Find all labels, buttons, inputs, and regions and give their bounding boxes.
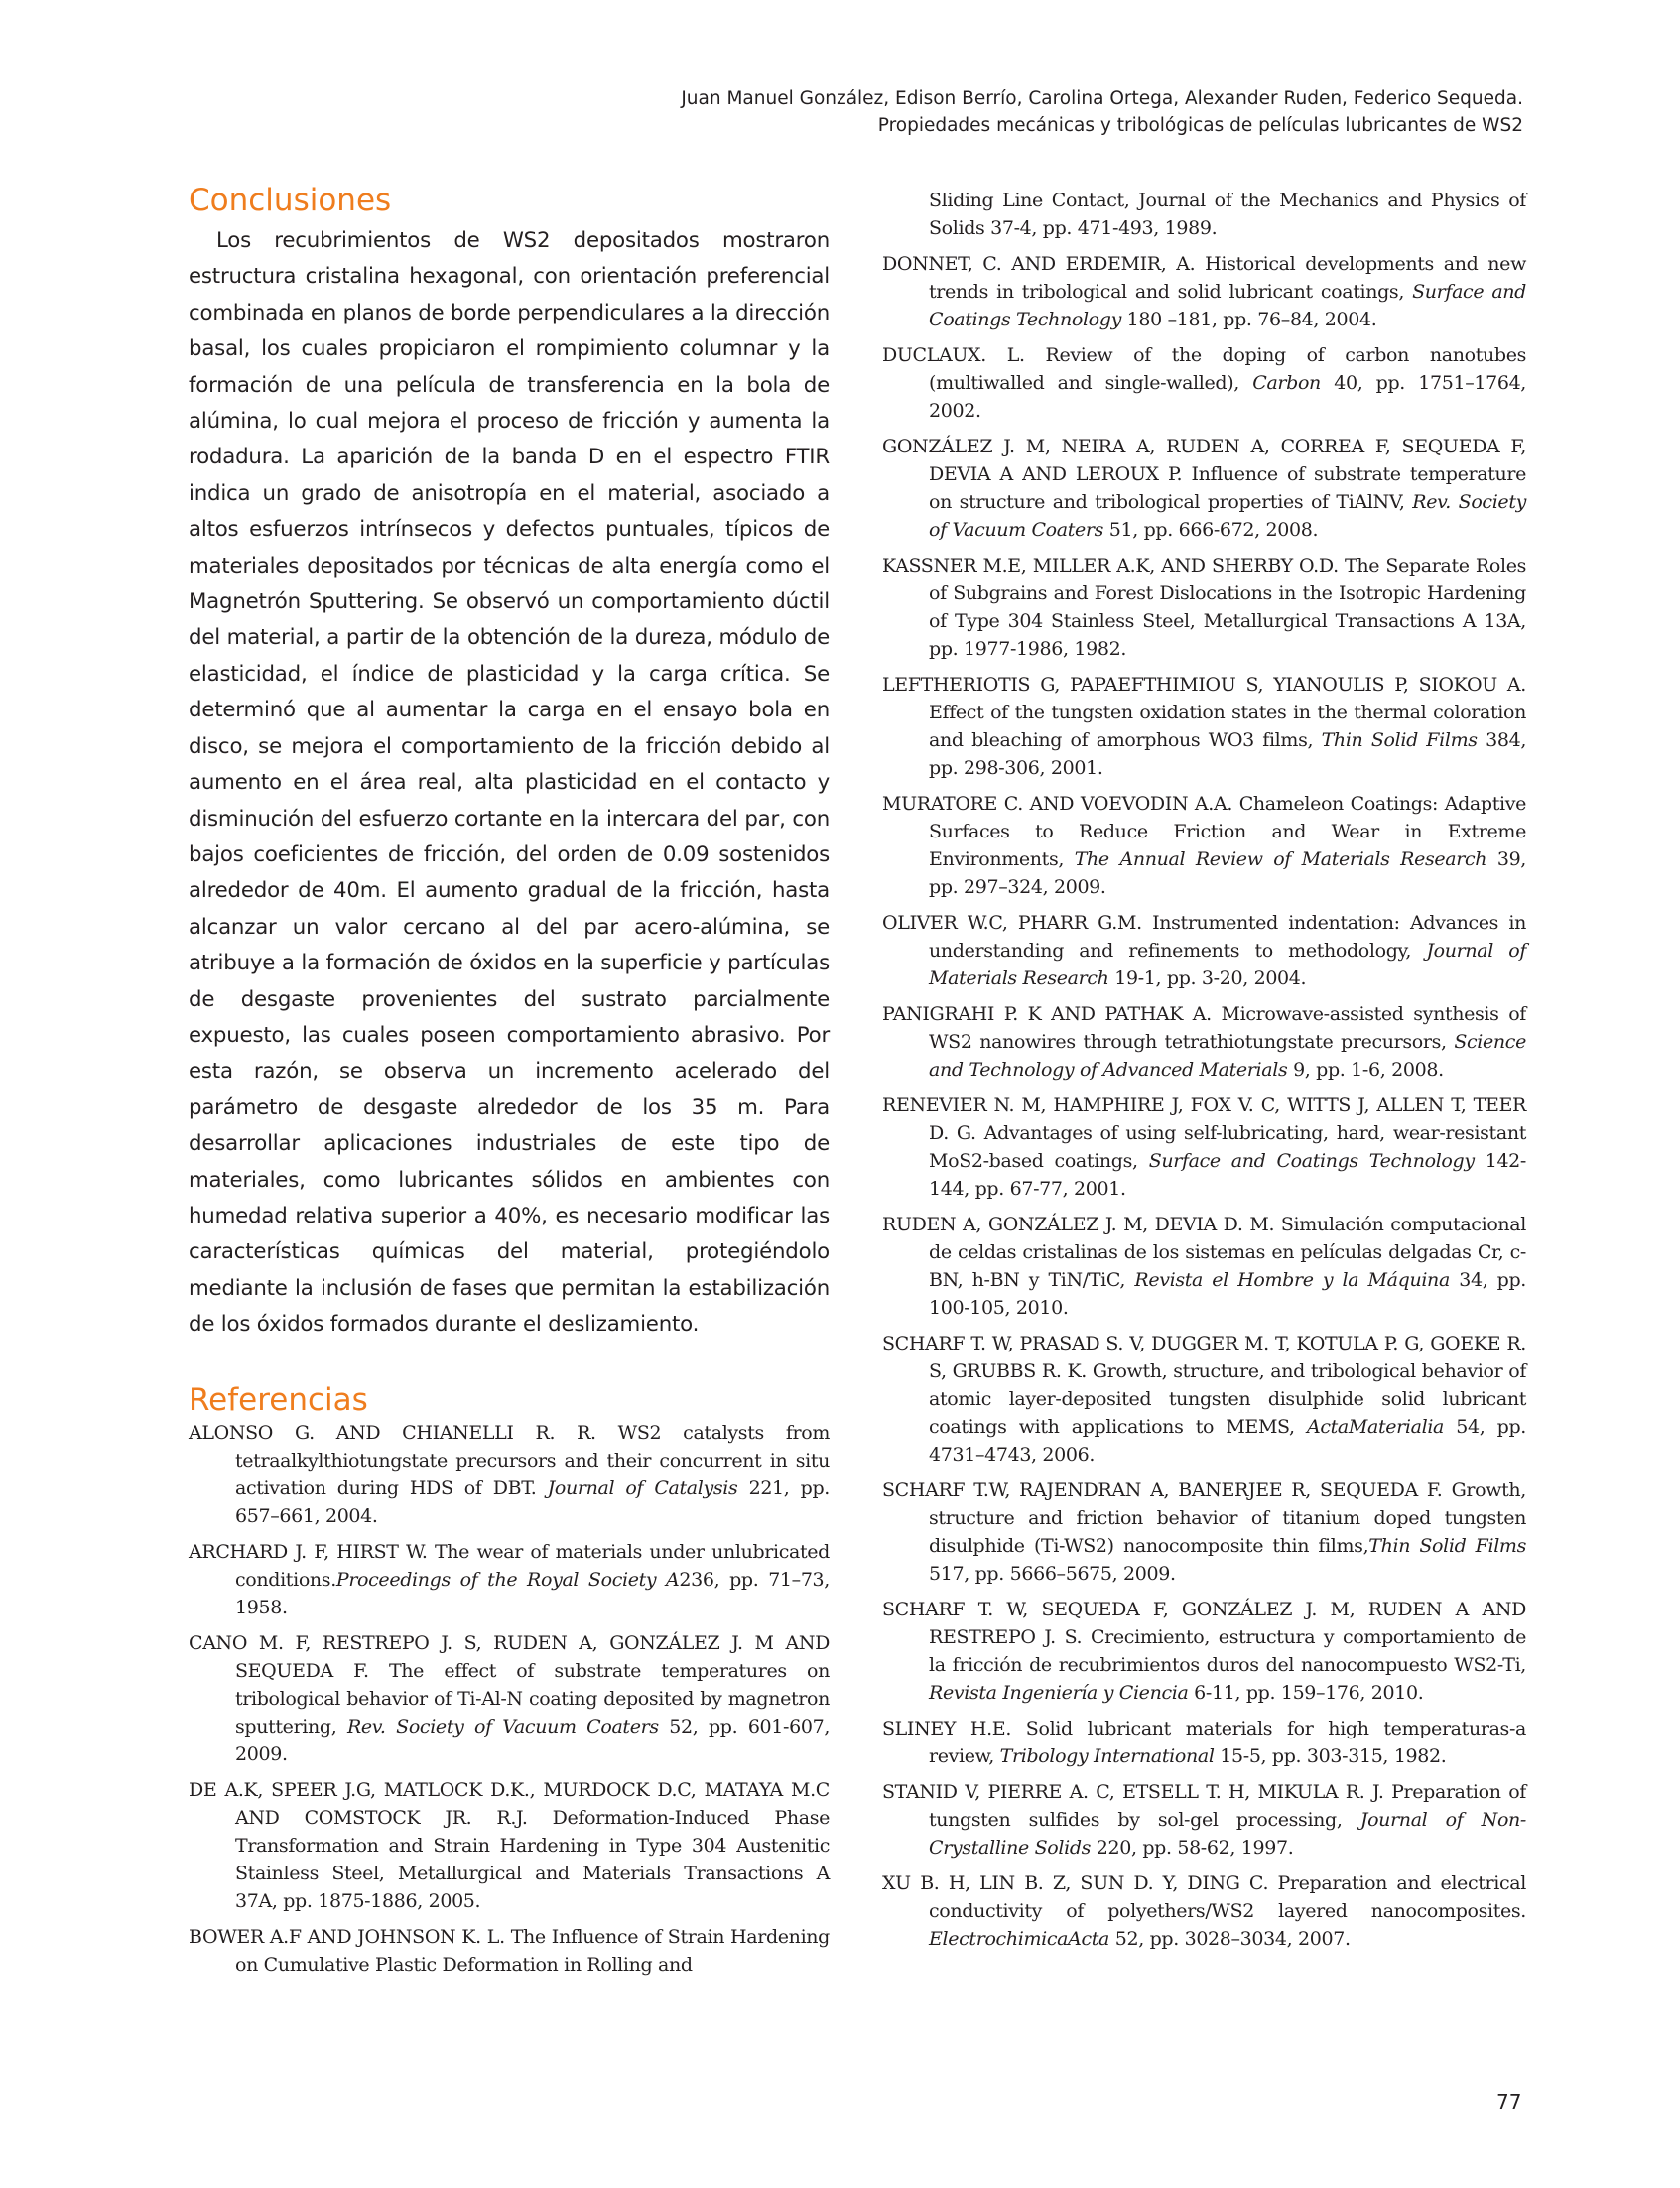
reference-journal: Surface and Coatings Technology (929, 281, 1526, 330)
reference-text: XU B. H, LIN B. Z, SUN D. Y, DING C. Preparation and electrical conductivity of polyethers/WS2 layered nanocomposites. (882, 1872, 1526, 1922)
reference-journal: Rev. Society of Vacuum Coaters (929, 491, 1526, 541)
left-column (189, 182, 830, 1987)
reference-details: 51, pp. 666-672, 2008. (1103, 519, 1319, 541)
reference-details: 19-1, pp. 3-20, 2004. (1108, 967, 1307, 989)
reference-journal: Journal of Materials Research (929, 940, 1527, 989)
reference-text: STANID V, PIERRE A. C, ETSELL T. H, MIKULA R. J. Preparation of tungsten sulfides by sol-gel processing, (882, 1781, 1526, 1831)
reference-entry (882, 250, 1526, 333)
reference-entry (189, 1629, 830, 1768)
reference-list-left (189, 1419, 830, 1979)
reference-entry (882, 433, 1526, 544)
reference-journal: Revista el Hombre y la Máquina (1134, 1269, 1450, 1291)
reference-journal: Science and Technology of Advanced Materials (929, 1031, 1526, 1081)
reference-text: ARCHARD J. F, HIRST W. The wear of materials under unlubricated conditions. (189, 1540, 830, 1591)
reference-entry (882, 909, 1526, 992)
reference-entry (189, 1419, 830, 1530)
reference-text: PANIGRAHI P. K AND PATHAK A. Microwave-assisted synthesis of WS2 nanowires through tetrathiotungstate precursors, (882, 1003, 1526, 1053)
reference-text: RENEVIER N. M, HAMPHIRE J, FOX V. C, WITTS J, ALLEN T, TEER D. G. Advantages of using self-lubricating, hard, wear-resistant MoS2-based coatings, (882, 1094, 1526, 1172)
reference-text: DONNET, C. AND ERDEMIR, A. Historical developments and new trends in tribological and solid lubricant coatings, (882, 253, 1526, 303)
reference-text: GONZÁLEZ J. M, NEIRA A, RUDEN A, CORREA F, SEQUEDA F, DEVIA A AND LEROUX P. Influence of substrate temperature on structure and tribological properties of TiAlNV, (882, 436, 1526, 513)
reference-details: 220, pp. 58-62, 1997. (1091, 1837, 1294, 1859)
reference-journal: ActaMaterialia (1306, 1416, 1445, 1438)
reference-journal: Thin Solid Films (1368, 1535, 1526, 1557)
reference-entry (882, 1330, 1526, 1469)
reference-text: CANO M. F, RESTREPO J. S, RUDEN A, GONZÁLEZ J. M AND SEQUEDA F. The effect of substrate temperatures on tribological behavior of Ti-Al-N coating deposited by magnetron sputtering, (189, 1631, 830, 1738)
reference-journal: Proceedings of the Royal Society A (335, 1568, 680, 1591)
reference-text: SCHARF T.W, RAJENDRAN A, BANERJEE R, SEQUEDA F. Growth, structure and friction behavior of titanium doped tungsten disulphide (Ti-WS2) nanocomposite thin films, (882, 1480, 1526, 1557)
reference-details: 517, pp. 5666–5675, 2009. (929, 1563, 1176, 1585)
reference-entry (882, 1211, 1526, 1322)
reference-details: 221, pp. 657–661, 2004. (235, 1477, 830, 1527)
conclusions-heading: Conclusiones (189, 183, 392, 218)
reference-journal: Rev. Society of Vacuum Coaters (346, 1715, 659, 1738)
reference-journal: Surface and Coatings Technology (1148, 1150, 1475, 1172)
reference-entry (882, 1092, 1526, 1203)
reference-text: DUCLAUX. L. Review of the doping of carbon nanotubes (multiwalled and single-walled), (882, 344, 1526, 394)
reference-entry (882, 671, 1526, 782)
reference-details: 180 –181, pp. 76–84, 2004. (1120, 309, 1377, 330)
reference-journal: Tribology International (999, 1745, 1215, 1767)
reference-text: SLINEY H.E. Solid lubricant materials for high temperaturas-a review, (882, 1718, 1526, 1767)
reference-entry (882, 1869, 1526, 1953)
reference-entry (882, 1596, 1526, 1707)
reference-details: 6-11, pp. 159–176, 2010. (1188, 1682, 1424, 1704)
reference-journal: Revista Ingeniería y Ciencia (929, 1682, 1189, 1704)
references-heading: Referencias (189, 1381, 368, 1418)
running-head (681, 85, 1523, 139)
reference-details: 52, pp. 3028–3034, 2007. (1109, 1928, 1351, 1950)
reference-text: RUDEN A, GONZÁLEZ J. M, DEVIA D. M. Simulación computacional de celdas cristalinas de los sistemas en películas delgadas Cr, c-BN, h-BN y TiN/TiC, (882, 1214, 1526, 1291)
reference-text: SCHARF T. W, PRASAD S. V, DUGGER M. T, KOTULA P. G, GOEKE R. S, GRUBBS R. K. Growth, structure, and tribological behavior of atomic layer-deposited tungsten disulphide solid lubricant coatings with applications to MEMS, (882, 1333, 1526, 1438)
reference-details: 236, pp. 71–73, 1958. (235, 1568, 830, 1618)
reference-entry (189, 1538, 830, 1621)
reference-text: BOWER A.F AND JOHNSON K. L. The Influence of Strain Hardening on Cumulative Plastic Deformation in Rolling and (189, 1925, 830, 1976)
reference-text: KASSNER M.E, MILLER A.K, AND SHERBY O.D. The Separate Roles of Subgrains and Forest Dislocations in the Isotropic Hardening of Type 304 Stainless Steel, Metallurgical Transactions A 13A, pp. 1977-1986, 1982. (882, 555, 1526, 660)
reference-continuation: Sliding Line Contact, Journal of the Mechanics and Physics of Solids 37-4, pp. 471-493, 1989. (929, 190, 1526, 239)
reference-details: 40, pp. 1751–1764, 2002. (929, 372, 1526, 422)
right-column (882, 187, 1526, 1961)
reference-details: 54, pp. 4731–4743, 2006. (929, 1416, 1526, 1466)
reference-journal: The Annual Review of Materials Research (1074, 848, 1487, 870)
reference-entry (882, 552, 1526, 663)
reference-text: SCHARF T. W, SEQUEDA F, GONZÁLEZ J. M, RUDEN A AND RESTREPO J. S. Crecimiento, estructura y comportamiento de la fricción de recubrimientos duros del nanocompuesto WS2-Ti, (882, 1599, 1526, 1676)
reference-text: DE A.K, SPEER J.G, MATLOCK D.K., MURDOCK D.C, MATAYA M.C AND COMSTOCK JR. R.J. Deformation-Induced Phase Transformation and Strain Hardening in Type 304 Austenitic Stainless Steel, Metallurgical and Materials Transactions A 37A, pp. 1875-1886, 2005. (189, 1778, 830, 1912)
reference-list-right (882, 250, 1526, 1953)
header-title: Propiedades mecánicas y tribológicas de películas lubricantes de WS2 (877, 115, 1523, 136)
reference-entry (882, 1715, 1526, 1770)
reference-journal: Journal of Catalysis (547, 1477, 738, 1499)
reference-details: 15-5, pp. 303-315, 1982. (1214, 1745, 1447, 1767)
reference-entry (882, 790, 1526, 901)
reference-details: 142-144, pp. 67-77, 2001. (929, 1150, 1526, 1200)
reference-details: 384, pp. 298-306, 2001. (929, 729, 1527, 779)
reference-text: ALONSO G. AND CHIANELLI R. R. WS2 catalysts from tetraalkylthiotungstate precursors and their concurrent in situ activation during HDS of DBT. (189, 1421, 830, 1499)
reference-details: 34, pp. 100-105, 2010. (929, 1269, 1526, 1319)
reference-entry (189, 1923, 830, 1979)
page-number: 77 (1496, 2090, 1522, 2114)
reference-journal: Carbon (1252, 372, 1321, 394)
reference-text: OLIVER W.C, PHARR G.M. Instrumented indentation: Advances in understanding and refinements to methodology, (882, 912, 1526, 962)
reference-entry (882, 341, 1526, 425)
reference-journal: Journal of Non-Crystalline Solids (929, 1809, 1527, 1859)
reference-entry (882, 1477, 1526, 1588)
reference-entry (882, 1000, 1526, 1084)
reference-text: MURATORE C. AND VOEVODIN A.A. Chameleon Coatings: Adaptive Surfaces to Reduce Friction and Wear in Extreme Environments, (882, 793, 1526, 870)
reference-entry (189, 1776, 830, 1915)
reference-journal: Thin Solid Films (1321, 729, 1478, 751)
reference-entry (882, 1778, 1526, 1862)
conclusions-text: Los recubrimientos de WS2 depositados mostraron estructura cristalina hexagonal, con orientación preferencial combinada en planos de borde perpendiculares a la dirección basal, los cuales propiciaron el rompimiento columnar y la formación de una película de transferencia en la bola de alúmina, lo cual mejora el proceso de fricción y aumenta la rodadura. La aparición de la banda D en el espectro FTIR indica un grado de anisotropía en el material, asociado a altos esfuerzos intrínsecos y defectos puntuales, típicos de materiales depositados por técnicas de alta energía como el Magnetrón Sputtering. Se observó un comportamiento dúctil del material, a partir de la obtención de la dureza, módulo de elasticidad, el índice de plasticidad y la carga crítica. Se determinó que al aumentar la carga en el ensayo bola en disco, se mejora el comportamiento de la fricción debido al aumento en el área real, alta plasticidad en el contacto y disminución del esfuerzo cortante en la intercara del par, con bajos coeficientes de fricción, del orden de 0.09 sostenidos alrededor de 40m. El aumento gradual de la fricción, hasta alcanzar un valor cercano al del par acero-alúmina, se atribuye a la formación de óxidos en la superficie y partículas de desgaste provenientes del sustrato parcialmente expuesto, las cuales poseen comportamiento abrasivo. Por esta razón, se observa un incremento acelerado del parámetro de desgaste alrededor de los 35 m. Para desarrollar aplicaciones industriales de este tipo de materiales, como lubricantes sólidos en ambientes con humedad relativa superior a 40%, es necesario modificar las características químicas del material, protegiéndolo mediante la inclusión de fases que permitan la estabilización de los óxidos formados durante el deslizamiento. (189, 228, 830, 1338)
reference-details: 52, pp. 601-607, 2009. (235, 1715, 831, 1765)
reference-details: 9, pp. 1-6, 2008. (1287, 1059, 1444, 1081)
reference-journal: ElectrochimicaActa (929, 1928, 1110, 1950)
header-authors: Juan Manuel González, Edison Berrío, Carolina Ortega, Alexander Ruden, Federico Sequeda. (681, 88, 1523, 109)
reference-text: LEFTHERIOTIS G, PAPAEFTHIMIOU S, YIANOULIS P, SIOKOU A. Effect of the tungsten oxidation states in the thermal coloration and bleaching of amorphous WO3 films, (882, 674, 1526, 751)
reference-details: 39, pp. 297–324, 2009. (929, 848, 1527, 898)
